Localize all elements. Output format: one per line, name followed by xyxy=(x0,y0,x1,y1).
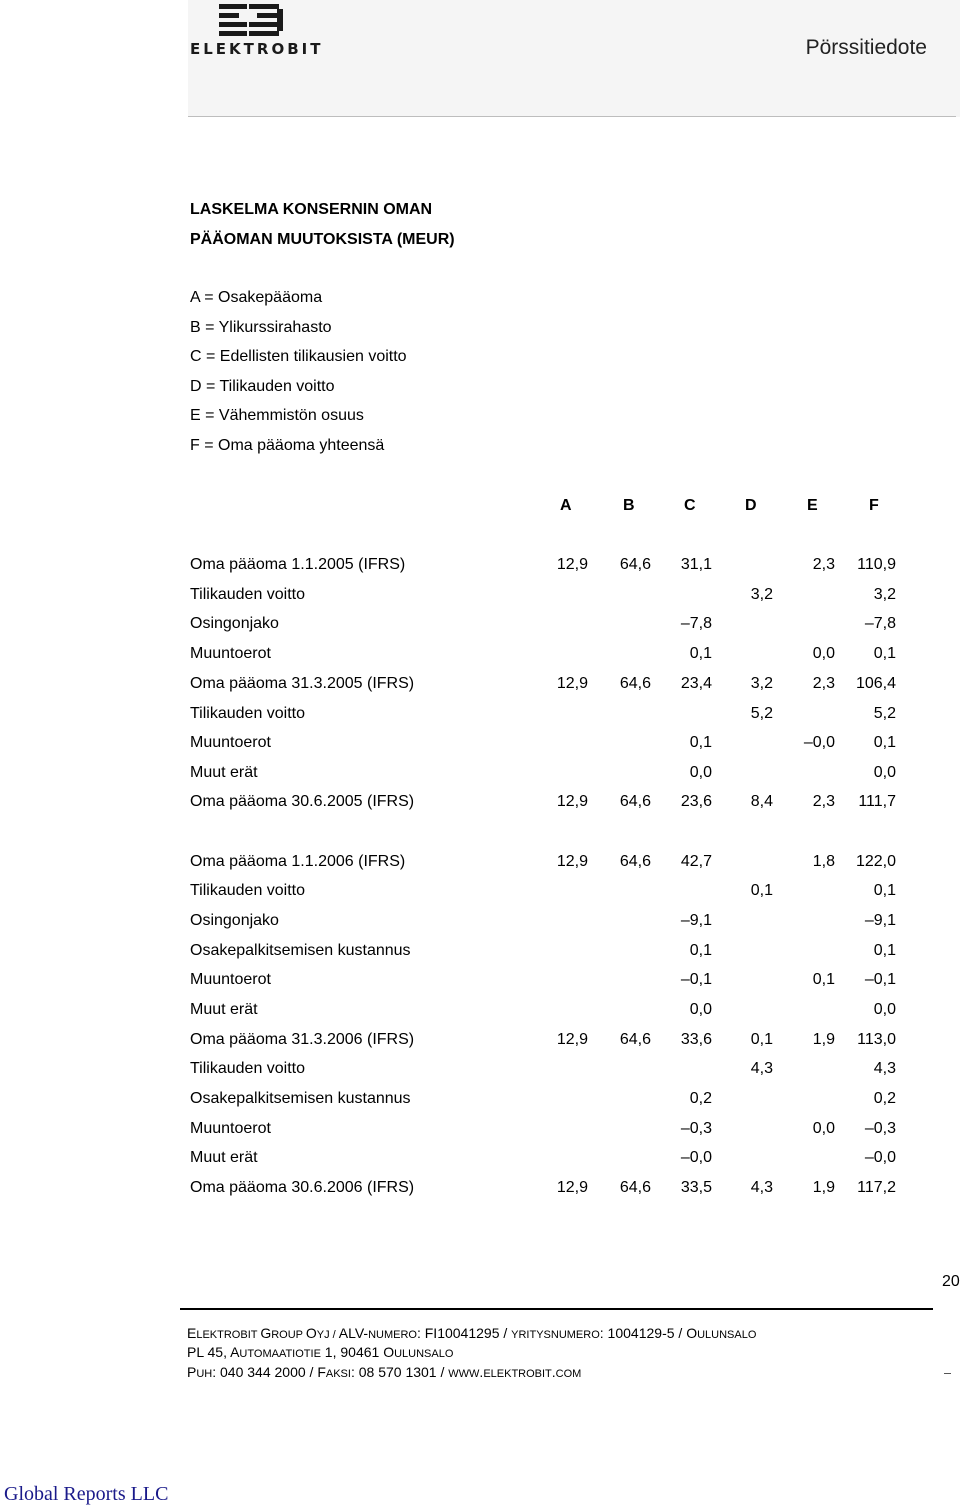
column-header-c: C xyxy=(684,497,696,514)
cell-c: 31,1 xyxy=(680,556,712,573)
cell-e: 0,0 xyxy=(812,645,835,662)
table-row xyxy=(0,615,960,637)
row-label: Oma pääoma 30.6.2005 (IFRS) xyxy=(190,793,415,810)
cell-a: 12,9 xyxy=(556,1031,588,1048)
cell-d: 4,3 xyxy=(750,1060,773,1077)
legend-item: A = Osakepääoma xyxy=(190,289,323,306)
cell-d: 5,2 xyxy=(750,705,773,722)
footer-text-segment: O xyxy=(305,1325,317,1341)
footer-text-segment: . xyxy=(551,1364,556,1380)
cell-b: 64,6 xyxy=(619,1179,651,1196)
table-row xyxy=(0,556,960,578)
footer-divider xyxy=(180,1308,933,1310)
cell-f: 0,1 xyxy=(873,645,896,662)
cell-f: –0,1 xyxy=(864,971,896,988)
cell-f: 0,1 xyxy=(873,882,896,899)
footer-text-segment: P xyxy=(187,1364,197,1380)
cell-b: 64,6 xyxy=(619,556,651,573)
footer-text-segment: : FI10041295 / xyxy=(416,1325,512,1341)
row-label: Muut erät xyxy=(190,1001,258,1018)
cell-f: 0,0 xyxy=(873,1001,896,1018)
row-label: Osakepalkitsemisen kustannus xyxy=(190,942,411,959)
cell-c: 0,1 xyxy=(689,942,712,959)
column-header-b: B xyxy=(623,497,635,514)
table-row xyxy=(0,734,960,756)
footer-text-segment: LEKTROBIT xyxy=(196,1329,261,1341)
row-label: Tilikauden voitto xyxy=(190,882,306,899)
cell-c: –9,1 xyxy=(680,912,712,929)
row-label: Muuntoerot xyxy=(190,1120,271,1137)
cell-c: –0,3 xyxy=(680,1120,712,1137)
cell-a: 12,9 xyxy=(556,793,588,810)
cell-f: 0,1 xyxy=(873,734,896,751)
table-row xyxy=(0,912,960,934)
cell-f: 111,7 xyxy=(858,793,896,810)
table-row xyxy=(0,705,960,727)
cell-e: 1,9 xyxy=(812,1031,835,1048)
cell-f: 0,2 xyxy=(873,1090,896,1107)
footer-text-segment: UH xyxy=(196,1368,213,1380)
footer-text-segment: YJ / xyxy=(316,1329,339,1341)
table-row xyxy=(0,882,960,904)
legend-item: E = Vähemmistön osuus xyxy=(190,407,364,425)
cell-f: 5,2 xyxy=(873,705,896,722)
legend-item: C = Edellisten tilikausien voitto xyxy=(190,348,407,366)
cell-d: 4,3 xyxy=(750,1179,773,1196)
cell-f: 110,9 xyxy=(857,556,896,573)
row-label: Muuntoerot xyxy=(190,734,271,751)
row-label: Osingonjako xyxy=(190,615,279,632)
page-title-line2: PÄÄOMAN MUUTOKSISTA (MEUR) xyxy=(190,231,455,248)
table-row xyxy=(0,793,960,815)
footer-text-segment: . xyxy=(479,1364,484,1380)
footer-text-segment: UTOMAATIOTIE xyxy=(239,1348,321,1360)
cell-c: 0,0 xyxy=(689,764,712,781)
cell-d: 0,1 xyxy=(750,1031,773,1048)
footer-text-segment: PL 45, A xyxy=(187,1344,240,1360)
footer-text-segment: O xyxy=(686,1325,698,1341)
cell-c: 0,1 xyxy=(689,734,712,751)
row-label: Oma pääoma 31.3.2006 (IFRS) xyxy=(190,1031,415,1048)
cell-a: 12,9 xyxy=(556,556,588,573)
cell-f: 122,0 xyxy=(855,853,896,870)
cell-f: 4,3 xyxy=(873,1060,896,1077)
table-row xyxy=(0,1060,960,1082)
header-divider xyxy=(188,116,956,117)
cell-e: 1,8 xyxy=(812,853,835,870)
cell-d: 8,4 xyxy=(750,793,773,810)
footer-text-segment: AKSI xyxy=(325,1368,351,1380)
page-number: 20 xyxy=(942,1273,960,1290)
cell-f: 0,1 xyxy=(873,942,896,959)
footer-text-segment: ROUP xyxy=(271,1329,306,1341)
cell-e: 2,3 xyxy=(812,556,835,573)
cell-c: 23,4 xyxy=(680,675,712,692)
row-label: Muut erät xyxy=(190,764,258,781)
cell-a: 12,9 xyxy=(556,853,588,870)
footer-text-segment: WWW xyxy=(448,1368,480,1380)
row-label: Osakepalkitsemisen kustannus xyxy=(190,1090,411,1107)
table-row xyxy=(0,1001,960,1023)
footer-text-segment: 1, 90461 O xyxy=(320,1344,395,1360)
footer-address-line xyxy=(187,1344,453,1360)
watermark: Global Reports LLC xyxy=(4,1483,169,1505)
cell-b: 64,6 xyxy=(619,853,651,870)
footer-text-segment: YRITYSNUMERO xyxy=(511,1329,600,1341)
table-row xyxy=(0,1031,960,1053)
cell-c: 33,5 xyxy=(680,1179,712,1196)
legend-item: F = Oma pääoma yhteensä xyxy=(190,436,385,454)
footer-text-segment: ALV- xyxy=(338,1325,369,1341)
cell-f: –7,8 xyxy=(864,615,896,632)
row-label: Muuntoerot xyxy=(190,971,271,988)
footer-text-segment: G xyxy=(260,1325,272,1341)
footer-text-segment: ELEKTROBIT xyxy=(483,1368,552,1380)
legend-item: D = Tilikauden voitto xyxy=(190,377,335,395)
cell-b: 64,6 xyxy=(619,1031,651,1048)
cell-b: 64,6 xyxy=(619,675,651,692)
column-header-d: D xyxy=(745,497,757,514)
table-row xyxy=(0,764,960,786)
cell-d: 0,1 xyxy=(750,882,773,899)
cell-f: 117,2 xyxy=(857,1179,896,1196)
cell-e: 0,0 xyxy=(812,1120,835,1137)
document-type: Pörssitiedote xyxy=(805,36,927,59)
row-label: Oma pääoma 31.3.2005 (IFRS) xyxy=(190,675,415,692)
cell-f: 0,0 xyxy=(873,764,896,781)
elektrobit-logo-icon xyxy=(191,0,316,70)
column-header-f: F xyxy=(869,497,879,514)
table-row xyxy=(0,942,960,964)
footer-text-segment: ULUNSALO xyxy=(394,1348,454,1360)
cell-c: –0,0 xyxy=(680,1149,712,1166)
table-row xyxy=(0,1090,960,1112)
cell-d: 3,2 xyxy=(750,675,773,692)
table-row xyxy=(0,675,960,697)
cell-c: 0,1 xyxy=(689,645,712,662)
row-label: Tilikauden voitto xyxy=(190,1060,306,1077)
cell-c: –0,1 xyxy=(680,971,712,988)
table-row xyxy=(0,586,960,608)
cell-e: 1,9 xyxy=(812,1179,835,1196)
cell-c: 0,0 xyxy=(689,1001,712,1018)
cell-f: 106,4 xyxy=(855,675,896,692)
margin-mark xyxy=(944,1373,951,1374)
cell-e: 0,1 xyxy=(812,971,835,988)
cell-b: 64,6 xyxy=(619,793,651,810)
column-header-e: E xyxy=(807,497,818,514)
cell-c: 0,2 xyxy=(689,1090,712,1107)
row-label: Tilikauden voitto xyxy=(190,705,306,722)
legend-item: B = Ylikurssirahasto xyxy=(190,318,332,336)
row-label: Tilikauden voitto xyxy=(190,586,306,603)
cell-d: 3,2 xyxy=(750,586,773,603)
cell-c: 33,6 xyxy=(680,1031,712,1048)
cell-f: 113,0 xyxy=(857,1031,896,1048)
cell-f: –0,3 xyxy=(864,1120,896,1137)
table-row xyxy=(0,1120,960,1142)
row-label: Muuntoerot xyxy=(190,645,271,662)
footer-text-segment: : 040 344 2000 / F xyxy=(212,1364,326,1380)
column-legend xyxy=(190,290,407,468)
row-label: Oma pääoma 1.1.2006 (IFRS) xyxy=(190,853,406,870)
table-row xyxy=(0,645,960,667)
footer-text-segment: NUMERO xyxy=(368,1329,417,1341)
logo-wordmark: ELEKTROBIT xyxy=(190,40,324,58)
table-row xyxy=(0,853,960,875)
row-label: Muut erät xyxy=(190,1149,258,1166)
row-label: Oma pääoma 30.6.2006 (IFRS) xyxy=(190,1179,415,1196)
table-row xyxy=(0,971,960,993)
cell-e: 2,3 xyxy=(812,675,835,692)
footer-text-segment: COM xyxy=(555,1368,582,1380)
footer-text-segment: : 08 570 1301 / xyxy=(350,1364,449,1380)
cell-c: –7,8 xyxy=(680,615,712,632)
row-label: Oma pääoma 1.1.2005 (IFRS) xyxy=(190,556,406,573)
footer-company-line xyxy=(187,1325,756,1341)
table-row xyxy=(0,1149,960,1171)
column-header-a: A xyxy=(560,497,572,514)
table-row xyxy=(0,1179,960,1201)
footer-text-segment: : 1004129-5 / xyxy=(599,1325,687,1341)
cell-e: 2,3 xyxy=(812,793,835,810)
footer-text-segment: E xyxy=(187,1325,197,1341)
footer-text-segment: ULUNSALO xyxy=(697,1329,757,1341)
cell-a: 12,9 xyxy=(556,1179,588,1196)
cell-f: 3,2 xyxy=(873,586,896,603)
cell-f: –9,1 xyxy=(864,912,896,929)
page-title-line1: LASKELMA KONSERNIN OMAN xyxy=(190,201,433,218)
row-label: Osingonjako xyxy=(190,912,279,929)
cell-c: 42,7 xyxy=(680,853,712,870)
cell-f: –0,0 xyxy=(864,1149,896,1166)
footer-contact-line xyxy=(187,1364,581,1380)
cell-a: 12,9 xyxy=(556,675,588,692)
cell-c: 23,6 xyxy=(680,793,712,810)
cell-e: –0,0 xyxy=(803,734,835,751)
